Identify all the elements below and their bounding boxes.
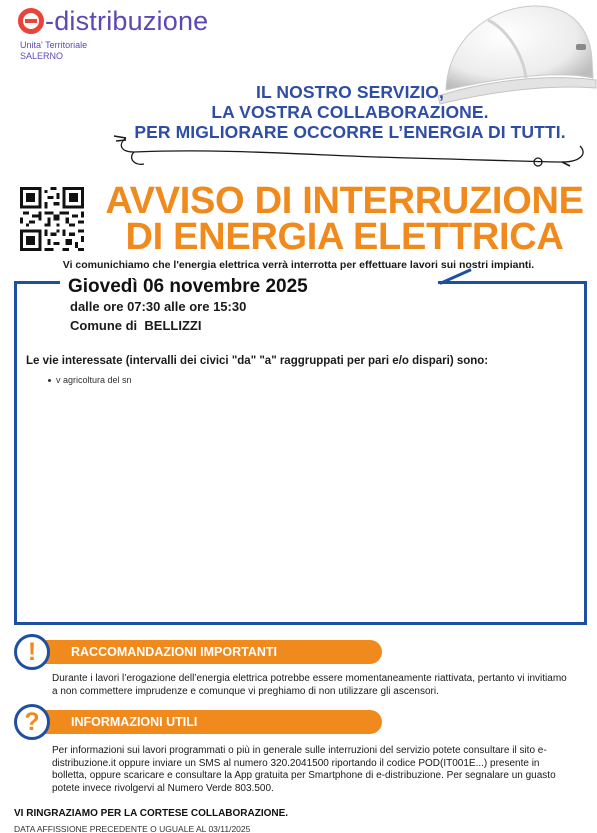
recommendations-header bbox=[14, 634, 384, 672]
comune-name: BELLIZZI bbox=[144, 318, 202, 333]
exclamation-icon: ! bbox=[14, 634, 50, 670]
interruption-date: Giovedì 06 novembre 2025 bbox=[68, 276, 308, 297]
territorial-unit bbox=[20, 40, 87, 62]
slogan-line-2: LA VOSTRA COLLABORAZIONE. bbox=[211, 102, 489, 122]
streets-header: Le vie interessate (intervalli dei civici "da" "a" raggruppati per pari e/o dispari) sono: bbox=[26, 355, 489, 367]
slogan-line-3: PER MIGLIORARE OCCORRE L’ENERGIA DI TUTTI. bbox=[134, 122, 566, 142]
recommendations-text: Durante i lavori l’erogazione dell’energia elettrica potrebbe essere momentaneamente riattivata, pertanto vi invitiamo a non commettere imprudenze e comunque vi preghiamo di non utilizzare gli ascensori. bbox=[52, 673, 567, 697]
unit-city: SALERNO bbox=[20, 51, 64, 61]
bullet-icon bbox=[48, 379, 51, 382]
frame-top-right bbox=[438, 281, 587, 284]
question-icon: ? bbox=[14, 704, 50, 740]
list-item bbox=[48, 375, 132, 385]
qr-code-icon bbox=[20, 187, 84, 251]
frame-top-left bbox=[14, 281, 60, 284]
notice-title bbox=[92, 180, 597, 258]
info-title: INFORMAZIONI UTILI bbox=[44, 710, 382, 734]
logo-name: -distribuzione bbox=[45, 6, 209, 36]
power-cable-icon bbox=[110, 132, 597, 172]
e-distribuzione-logo bbox=[18, 8, 208, 34]
info-header bbox=[14, 704, 384, 742]
title-line-1: AVVISO DI INTERRUZIONE bbox=[105, 180, 584, 222]
comune-label: Comune di bbox=[70, 318, 138, 333]
slogan-line-1: IL NOSTRO SERVIZIO, bbox=[256, 82, 444, 102]
interruption-hours: dalle ore 07:30 alle ore 15:30 bbox=[70, 299, 247, 314]
unit-label: Unita' Territoriale bbox=[20, 40, 88, 50]
recommendations-title: RACCOMANDAZIONI IMPORTANTI bbox=[44, 640, 382, 664]
thanks-text: VI RINGRAZIAMO PER LA CORTESE COLLABORAZIONE. bbox=[14, 808, 289, 819]
e-logo-icon bbox=[18, 8, 44, 34]
title-line-2: DI ENERGIA ELETTRICA bbox=[125, 216, 564, 258]
info-text: Per informazioni sui lavori programmati o più in generale sulle interruzioni del servizio potete consultare il sito e-distribuzione.it oppure inviare un SMS al numero 320.2041500 riportando il codice POD(IT001E...) presente in bolletta, oppure scaricare e consultare la App gratuita per Smartphone di e-distribuzione. Per segnalare un guasto potete invece rivolgervi al Numero Verde 803.500. bbox=[52, 745, 556, 794]
intro-text: Vi comunichiamo che l'energia elettrica verrà interrotta per effettuare lavori sui nostri impianti. bbox=[62, 259, 535, 271]
posting-date: DATA AFFISSIONE PRECEDENTE O UGUALE AL 03/11/2025 bbox=[14, 824, 251, 833]
street-name: v agricoltura del sn bbox=[56, 375, 132, 385]
comune bbox=[70, 318, 201, 333]
